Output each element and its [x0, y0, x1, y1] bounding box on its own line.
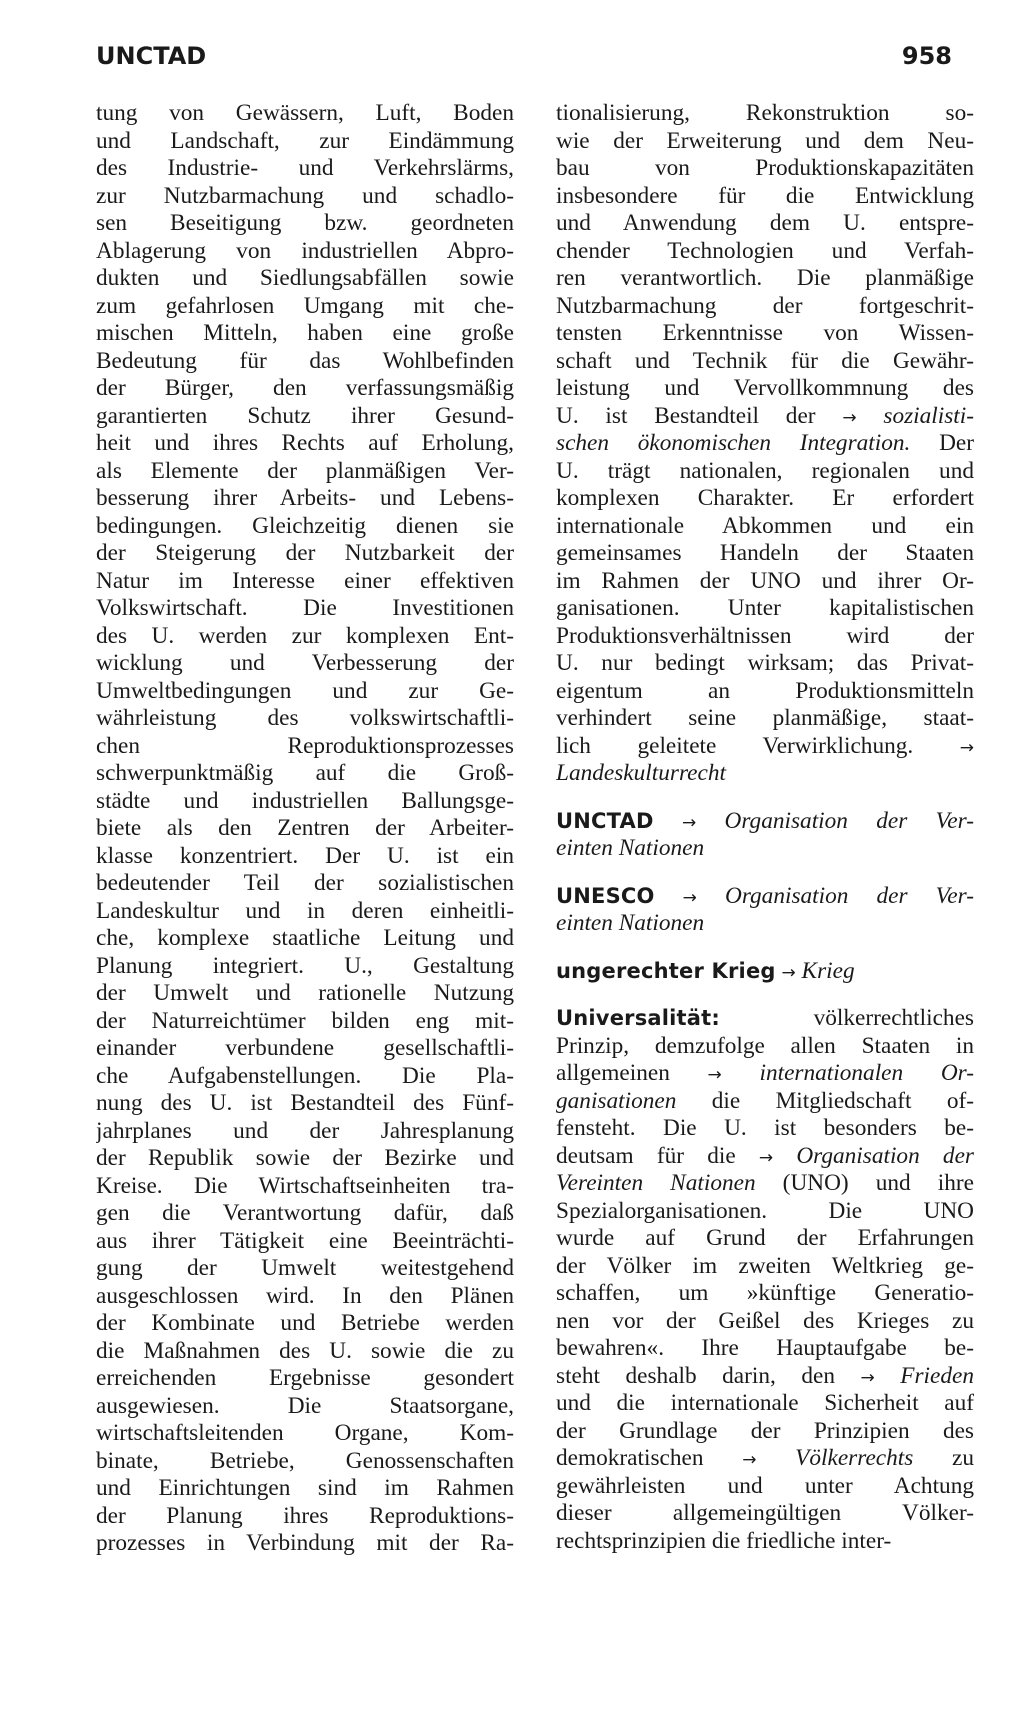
text-line [96, 733, 514, 761]
text-line [96, 1448, 514, 1476]
text-run: die Mitgliedschaft of- [676, 1087, 974, 1114]
text-line [96, 1173, 514, 1201]
text-run: Umweltbedingungen und zur Ge- [96, 677, 514, 704]
cross-reference: einten Nationen [556, 910, 705, 936]
text-line [556, 348, 974, 376]
cross-reference: Vereinten Nationen [556, 1170, 756, 1196]
text-line [96, 623, 514, 651]
text-run: insbesondere für die Entwicklung [556, 182, 974, 209]
text-line [96, 1338, 514, 1366]
text-line [96, 1063, 514, 1091]
text-run: biete als den Zentren der Arbeiter- [96, 815, 514, 841]
text-line [556, 650, 974, 678]
cross-reference: Organisation der [796, 1142, 974, 1169]
text-line [96, 650, 514, 678]
text-line [556, 1473, 974, 1501]
text-line [556, 238, 974, 266]
text-line [96, 210, 514, 238]
text-line [556, 1500, 974, 1528]
text-column-left [96, 100, 514, 1558]
text-run: schaft und Technik für die Gewähr- [556, 347, 974, 374]
text-run: aus ihrer Tätigkeit eine Beeinträchti- [96, 1227, 514, 1254]
text-run: Ablagerung von industriellen Abpro- [96, 237, 514, 264]
text-run [654, 808, 682, 834]
text-run: der Grundlage der Prinzipien des [556, 1417, 974, 1444]
text-run: ausgeschlossen wird. In den Plänen [96, 1282, 514, 1309]
cross-reference-arrow-icon: → [707, 1065, 722, 1085]
entry-unesco [556, 883, 974, 938]
text-line [96, 458, 514, 486]
text-run: steht deshalb darin, den [556, 1362, 861, 1389]
text-line [96, 870, 514, 898]
text-line [96, 1255, 514, 1283]
text-line [556, 568, 974, 596]
text-run: wicklung und Verbesserung der [96, 650, 514, 676]
cross-reference: einten Nationen [556, 835, 705, 861]
text-run: allgemeinen [556, 1060, 708, 1086]
cross-reference: Krieg [801, 957, 855, 984]
text-line [96, 128, 514, 156]
cross-reference-arrow-icon: → [860, 1367, 875, 1388]
running-head-keyword: UNCTAD [96, 42, 207, 70]
text-run: garantierten Schutz ihrer Gesund- [96, 402, 514, 429]
text-line [96, 320, 514, 348]
text-run: der Bürger, den verfassungsmäßig [96, 375, 514, 401]
text-run: (UNO) und ihre [755, 1170, 974, 1196]
text-line [96, 1228, 514, 1256]
page-number: 958 [901, 42, 952, 70]
text-run: Produktionsverhältnissen wird der [556, 622, 974, 649]
text-run: und Einrichtungen sind im Rahmen [96, 1475, 514, 1501]
text-run: der Umwelt und rationelle Nutzung [96, 980, 514, 1006]
text-line [96, 925, 514, 953]
text-run: dukten und Siedlungsabfällen sowie [96, 265, 514, 291]
text-line [96, 1420, 514, 1448]
entry-headword: UNESCO [556, 883, 655, 908]
text-line [96, 1200, 514, 1228]
text-line [556, 128, 974, 156]
text-run: prozesses in Verbindung mit der Ra- [96, 1530, 514, 1556]
text-run [756, 1445, 795, 1471]
cross-reference: sozialisti- [883, 402, 974, 429]
text-column-right [556, 100, 974, 1555]
text-line [556, 1033, 974, 1061]
text-line [556, 375, 974, 403]
text-run: im Rahmen der UNO und ihrer Or- [556, 567, 974, 594]
text-run: der Steigerung der Nutzbarkeit der [96, 540, 514, 566]
text-line [556, 210, 974, 238]
text-run: heit und ihres Rechts auf Erholung, [96, 430, 514, 456]
text-line [556, 1418, 974, 1446]
text-line [556, 403, 974, 431]
text-run: zu [913, 1445, 974, 1471]
text-line [556, 883, 974, 911]
text-line [96, 348, 514, 376]
text-line [556, 958, 974, 986]
text-run: des Industrie- und Verkehrslärms, [96, 155, 514, 181]
text-line [556, 1225, 974, 1253]
text-line [96, 513, 514, 541]
cross-reference: Völkerrechts [795, 1445, 914, 1471]
cross-reference-arrow-icon: → [682, 887, 697, 908]
text-run: chen Reproduktionsprozesses [96, 732, 514, 759]
text-run: demokratischen [556, 1445, 743, 1471]
text-line [96, 183, 514, 211]
text-line [96, 1035, 514, 1063]
text-run: verhindert seine planmäßige, staat- [556, 705, 974, 731]
text-run: fensteht. Die U. ist besonders be- [556, 1115, 974, 1141]
text-run: Volkswirtschaft. Die Investitionen [96, 595, 514, 621]
text-run: bau von Produktionskapazitäten [556, 155, 974, 181]
text-line [556, 1170, 974, 1198]
text-run: binate, Betriebe, Genossenschaften [96, 1447, 514, 1474]
cross-reference: Landeskulturrecht [556, 760, 726, 786]
cross-reference: Organisation der Ver- [724, 807, 974, 834]
text-run: eigentum an Produktionsmitteln [556, 677, 974, 704]
text-run: nung des U. ist Bestandteil des Fünf- [96, 1090, 514, 1116]
text-run [875, 1363, 901, 1389]
text-line [556, 678, 974, 706]
text-line [556, 1060, 974, 1088]
text-line [96, 705, 514, 733]
text-line [556, 513, 974, 541]
text-line [556, 1088, 974, 1116]
cross-reference-arrow-icon: → [742, 1450, 757, 1470]
text-run: der Planung ihres Reproduktions- [96, 1502, 514, 1529]
text-line [96, 1310, 514, 1338]
text-run: zur Nutzbarmachung und schadlo- [96, 182, 514, 209]
text-line [556, 458, 974, 486]
text-run: klasse konzentriert. Der U. ist ein [96, 842, 514, 869]
text-run: U. trägt nationalen, regionalen und [556, 457, 974, 484]
text-run: Spezialorganisationen. Die UNO [556, 1197, 974, 1224]
entry-headword: Universalität: [556, 1006, 721, 1030]
text-line [556, 320, 974, 348]
text-line [96, 953, 514, 981]
text-run: der Kombinate und Betriebe werden [96, 1310, 514, 1336]
text-line [556, 1335, 974, 1363]
text-run: rechtsprinzipien die friedliche inter- [556, 1527, 892, 1554]
text-run: der Völker im zweiten Weltkrieg ge- [556, 1252, 974, 1279]
text-run: gen die Verantwortung dafür, daß [96, 1200, 514, 1226]
text-run: als Elemente der planmäßigen Ver- [96, 457, 514, 484]
text-line [556, 1528, 974, 1556]
text-line [556, 1198, 974, 1226]
text-line [96, 1090, 514, 1118]
text-run: leistung und Vervollkommnung des [556, 375, 974, 401]
text-line [556, 1143, 974, 1171]
text-line [96, 1145, 514, 1173]
text-line [96, 403, 514, 431]
text-run: tung von Gewässern, Luft, Boden [96, 100, 514, 126]
cross-reference-arrow-icon: → [681, 812, 697, 833]
text-run: wie der Erweiterung und dem Neu- [556, 127, 974, 154]
text-run: und Anwendung dem U. entspre- [556, 210, 974, 236]
text-line [96, 540, 514, 568]
text-run: tionalisierung, Rekonstruktion so- [556, 100, 974, 126]
cross-reference: ganisationen [556, 1087, 677, 1114]
text-run [697, 883, 725, 909]
text-line [96, 1365, 514, 1393]
text-line [556, 705, 974, 733]
text-line [556, 808, 974, 836]
text-line [96, 265, 514, 293]
text-run: dieser allgemeingültigen Völker- [556, 1500, 974, 1526]
text-line [96, 760, 514, 788]
text-run: mischen Mitteln, haben eine große [96, 320, 514, 346]
text-run: internationale Abkommen und ein [556, 512, 974, 539]
text-run: jahrplanes und der Jahresplanung [96, 1117, 514, 1144]
text-line [96, 1503, 514, 1531]
text-line [556, 835, 974, 863]
text-line [96, 1283, 514, 1311]
text-run: sen Beseitigung bzw. geordneten [96, 210, 514, 236]
text-run: U. nur bedingt wirksam; das Privat- [556, 650, 974, 676]
text-run: ganisationen. Unter kapitalistischen [556, 595, 974, 621]
text-line [556, 1005, 974, 1033]
text-run [696, 808, 724, 834]
text-line [96, 568, 514, 596]
text-run: Bedeutung für das Wohlbefinden [96, 347, 514, 374]
text-line [556, 910, 974, 938]
text-line [556, 100, 974, 128]
text-run: gewährleisten und unter Achtung [556, 1472, 974, 1499]
text-line [556, 183, 974, 211]
text-run: gemeinsames Handeln der Staaten [556, 540, 974, 566]
text-run: wirtschaftsleitenden Organe, Kom- [96, 1420, 514, 1446]
text-line [556, 1280, 974, 1308]
text-line [96, 815, 514, 843]
text-line [556, 1445, 974, 1473]
text-line [96, 238, 514, 266]
text-run: Landeskultur und in deren einheitli- [96, 897, 514, 924]
text-line [96, 898, 514, 926]
text-line [96, 485, 514, 513]
text-run: bewahren«. Ihre Hauptaufgabe be- [556, 1335, 974, 1361]
text-run [857, 403, 884, 429]
text-line [96, 678, 514, 706]
text-line [556, 760, 974, 788]
text-line [556, 623, 974, 651]
text-line [96, 1008, 514, 1036]
text-line [96, 1393, 514, 1421]
text-run: lich geleitete Verwirklichung. [556, 732, 960, 759]
text-run: gung der Umwelt weitestgehend [96, 1255, 514, 1281]
entry-universalitaet [556, 1005, 974, 1555]
text-line [96, 1530, 514, 1558]
text-run: ren verantwortlich. Die planmäßige [556, 265, 974, 291]
text-line [556, 1390, 974, 1418]
text-line [556, 1363, 974, 1391]
text-line [96, 1118, 514, 1146]
text-run: Prinzip, demzufolge allen Staaten in [556, 1032, 974, 1059]
text-line [96, 100, 514, 128]
text-run [655, 883, 683, 909]
text-run: ausgewiesen. Die Staatsorgane, [96, 1392, 514, 1419]
text-line [556, 485, 974, 513]
text-run: deutsam für die [556, 1142, 759, 1169]
text-line [96, 293, 514, 321]
text-line [556, 265, 974, 293]
text-line [556, 733, 974, 761]
text-run: komplexen Charakter. Er erfordert [556, 485, 974, 511]
text-run: währleistung des volkswirtschaftli- [96, 705, 514, 731]
text-run: schwerpunktmäßig auf die Groß- [96, 760, 514, 786]
running-head [96, 42, 952, 78]
text-run [722, 1060, 760, 1086]
text-run: bedingungen. Gleichzeitig dienen sie [96, 512, 514, 539]
cross-reference-arrow-icon: → [842, 407, 857, 428]
text-run: besserung ihrer Arbeits- und Lebens- [96, 485, 514, 511]
entry-headword: UNCTAD [556, 808, 654, 833]
text-run: die Maßnahmen des U. sowie die zu [96, 1337, 514, 1364]
text-line [96, 430, 514, 458]
text-run: der Republik sowie der Bezirke und [96, 1145, 514, 1171]
text-line [556, 293, 974, 321]
text-run: und Landschaft, zur Eindämmung [96, 127, 514, 154]
text-run [773, 1143, 796, 1169]
text-run: U. ist Bestandteil der [556, 402, 843, 429]
text-run: tensten Erkenntnisse von Wissen- [556, 320, 974, 346]
text-line [96, 788, 514, 816]
text-run: Kreise. Die Wirtschaftseinheiten tra- [96, 1172, 514, 1199]
text-line [556, 595, 974, 623]
text-run: bedeutender Teil der sozialistischen [96, 870, 514, 896]
text-line [556, 155, 974, 183]
text-run: Planung integriert. U., Gestaltung [96, 952, 514, 979]
text-line [96, 1475, 514, 1503]
text-line [96, 980, 514, 1008]
text-line [556, 430, 974, 458]
entry-unctad [556, 808, 974, 863]
cross-reference: Frieden [900, 1362, 974, 1389]
entry-continuation [556, 100, 974, 788]
text-line [96, 375, 514, 403]
text-line [96, 155, 514, 183]
text-run: che Aufgabenstellungen. Die Pla- [96, 1062, 514, 1089]
text-run: Nutzbarmachung der fortgeschrit- [556, 292, 974, 319]
text-line [556, 1115, 974, 1143]
text-run: che, komplexe staatliche Leitung und [96, 925, 514, 951]
text-run: schaffen, um »künftige Generatio- [556, 1280, 974, 1306]
text-run: zum gefahrlosen Umgang mit che- [96, 292, 514, 319]
cross-reference: Organisation der Ver- [725, 882, 974, 909]
text-run: des U. werden zur komplexen Ent- [96, 622, 514, 649]
cross-reference-arrow-icon: → [758, 1147, 774, 1168]
text-run: einander verbundene gesellschaftli- [96, 1035, 514, 1061]
text-run: wurde auf Grund der Erfahrungen [556, 1225, 974, 1251]
entry-headword: ungerechter Krieg [556, 958, 776, 983]
text-line [556, 540, 974, 568]
cross-reference-arrow-icon: → [781, 962, 796, 983]
text-run: Der [910, 430, 974, 456]
text-line [96, 595, 514, 623]
text-run: Natur im Interesse einer effektiven [96, 567, 514, 594]
text-run: erreichenden Ergebnisse gesondert [96, 1365, 514, 1391]
text-run: und die internationale Sicherheit auf [556, 1390, 974, 1416]
cross-reference-arrow-icon: → [959, 737, 974, 758]
text-run: chender Technologien und Verfah- [556, 237, 974, 264]
text-line [96, 843, 514, 871]
text-line [556, 1308, 974, 1336]
entry-ungerechter-krieg [556, 958, 974, 986]
text-run: nen vor der Geißel des Krieges zu [556, 1307, 974, 1334]
text-line [556, 1253, 974, 1281]
text-run: völkerrechtliches [720, 1005, 974, 1031]
cross-reference: schen ökonomischen Integration. [556, 430, 911, 456]
text-run: der Naturreichtümer bilden eng mit- [96, 1007, 514, 1034]
cross-reference: internationalen Or- [759, 1060, 974, 1086]
text-run: städte und industriellen Ballungsge- [96, 787, 514, 814]
